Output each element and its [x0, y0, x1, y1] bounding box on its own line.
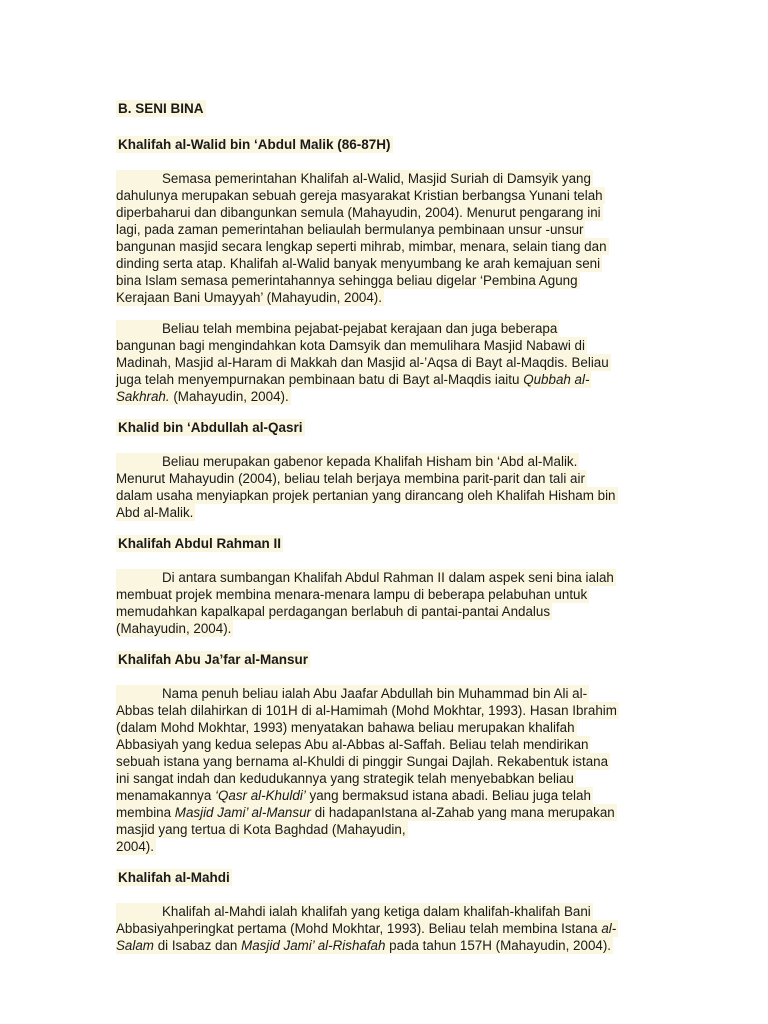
text-line: [116, 920, 618, 937]
text-line: sebuah istana yang bernama al-Khuldi di pinggir Sungai Dajlah. Rekabentuk istana: [116, 754, 609, 769]
italic-term: Sakhrah.: [116, 389, 170, 404]
text-line: bangunan bagi mengindahkan kota Damsyik dan memulihara Masjid Nabawi di: [116, 338, 585, 353]
text-line: [116, 937, 613, 954]
text-line: ini sangat indah dan kedudukannya yang strategik telah menyebabkan beliau: [116, 771, 574, 786]
text-line: membuat projek membina menara-menara lampu di beberapa pelabuhan untuk: [116, 587, 588, 602]
subsection-khalid: [116, 419, 656, 521]
paragraph: [116, 569, 656, 637]
italic-term: Qubbah al-: [523, 372, 590, 387]
text-run: (Mahayudin, 2004).: [169, 389, 289, 404]
text-line: Semasa pemerintahan Khalifah al-Walid, Masjid Suriah di Damsyik yang: [116, 170, 593, 187]
text-run: di hadapanIstana al-Zahab yang mana merupakan: [310, 805, 615, 820]
section-title: B. SENI BINA: [118, 101, 204, 116]
text-line: Khalifah al-Mahdi ialah khalifah yang ketiga dalam khalifah-khalifah Bani: [116, 903, 593, 920]
text-line: diperbaharui dan dibangunkan semula (Mahayudin, 2004). Menurut pengarang ini: [116, 205, 601, 220]
text-line: [116, 804, 617, 821]
text-run: di Isabaz dan: [153, 938, 242, 953]
paragraph: [116, 320, 656, 405]
text-line: dinding serta atap. Khalifah al-Walid banyak menyumbang ke arah kemajuan seni: [116, 256, 601, 271]
text-line: (Mahayudin, 2004).: [116, 621, 232, 636]
text-line: [116, 371, 591, 388]
text-line: Abbasiyah yang kedua selepas Abu al-Abbas al-Saffah. Beliau telah mendirikan: [116, 737, 589, 752]
italic-term: Salam: [116, 938, 154, 953]
text-line: memudahkan kapalkapal perdagangan berlabuh di pantai-pantai Andalus: [116, 604, 551, 619]
italic-term: al-: [601, 921, 617, 936]
text-line: Menurut Mahayudin (2004), beliau telah berjaya membina parit-parit dan tali air: [116, 471, 585, 486]
subsection-heading: Khalifah al-Mahdi: [118, 870, 230, 885]
text-line: [116, 388, 291, 405]
subsection-mahdi: [116, 869, 656, 954]
text-run: juga telah menyempurnakan pembinaan batu di Bayt al-Maqdis iaitu: [116, 372, 524, 387]
text-line: Beliau merupakan gabenor kepada Khalifah Hisham bin ‘Abd al-Malik.: [116, 453, 579, 470]
subsection-abdul-rahman: [116, 535, 656, 637]
text-line: Di antara sumbangan Khalifah Abdul Rahman II dalam aspek seni bina ialah: [116, 569, 616, 586]
text-line: bangunan masjid secara lengkap seperti mihrab, mimbar, menara, selain tiang dan: [116, 239, 607, 254]
text-line: Beliau telah membina pejabat-pejabat kerajaan dan juga beberapa: [116, 320, 559, 337]
text-line: Abbas telah dilahirkan di 101H di al-Hamimah (Mohd Mokhtar, 1993). Hasan Ibrahim: [116, 703, 617, 718]
subsection-heading: Khalifah Abu Ja’far al-Mansur: [118, 652, 309, 667]
text-run: pada tahun 157H (Mahayudin, 2004).: [385, 938, 612, 953]
paragraph: [116, 685, 656, 855]
text-line: [116, 787, 593, 804]
italic-term: Masjid Jami’ al-Mansur: [174, 805, 311, 820]
subsection-heading: Khalifah Abdul Rahman II: [118, 536, 282, 551]
text-line: Abd al-Malik.: [116, 505, 194, 520]
italic-term: Masjid Jami’ al-Rishafah: [241, 938, 386, 953]
document-content: [116, 100, 656, 968]
text-line: 2004).: [116, 839, 154, 854]
text-run: menamakannya: [116, 788, 215, 803]
text-line: Nama penuh beliau ialah Abu Jaafar Abdullah bin Muhammad bin Ali al-: [116, 685, 589, 702]
subsection-heading: Khalid bin ‘Abdullah al-Qasri: [118, 420, 303, 435]
text-line: Madinah, Masjid al-Haram di Makkah dan Masjid al-’Aqsa di Bayt al-Maqdis. Beliau: [116, 355, 609, 370]
subsection-mansur: [116, 651, 656, 855]
subsection-heading: Khalifah al-Walid bin ‘Abdul Malik (86-87H): [118, 137, 391, 152]
paragraph: [116, 903, 656, 954]
paragraph: [116, 453, 656, 521]
text-line: (dalam Mohd Mokhtar, 1993) menyatakan bahawa beliau merupakan khalifah: [116, 720, 575, 735]
text-line: Kerajaan Bani Umayyah’ (Mahayudin, 2004).: [116, 290, 382, 305]
text-run: Abbasiyahperingkat pertama (Mohd Mokhtar, 1993). Beliau telah membina Istana: [116, 921, 602, 936]
paragraph: [116, 170, 656, 306]
text-line: dahulunya merupakan sebuah gereja masyarakat Kristian berbangsa Yunani telah: [116, 188, 603, 203]
text-line: bina Islam semasa pemerintahannya sehingga beliau digelar ‘Pembina Agung: [116, 273, 578, 288]
text-line: lagi, pada zaman pemerintahan beliaulah bermulanya pembinaan unsur -unsur: [116, 222, 584, 237]
text-run: yang bermaksud istana abadi. Beliau juga telah: [305, 788, 591, 803]
subsection-walid: [116, 136, 656, 405]
italic-term: ‘Qasr al-Khuldi’: [215, 788, 306, 803]
text-line: masjid yang tertua di Kota Baghdad (Mahayudin,: [116, 822, 406, 837]
text-run: membina: [116, 805, 175, 820]
text-line: dalam usaha menyiapkan projek pertanian yang dirancang oleh Khalifah Hisham bin: [116, 488, 616, 503]
